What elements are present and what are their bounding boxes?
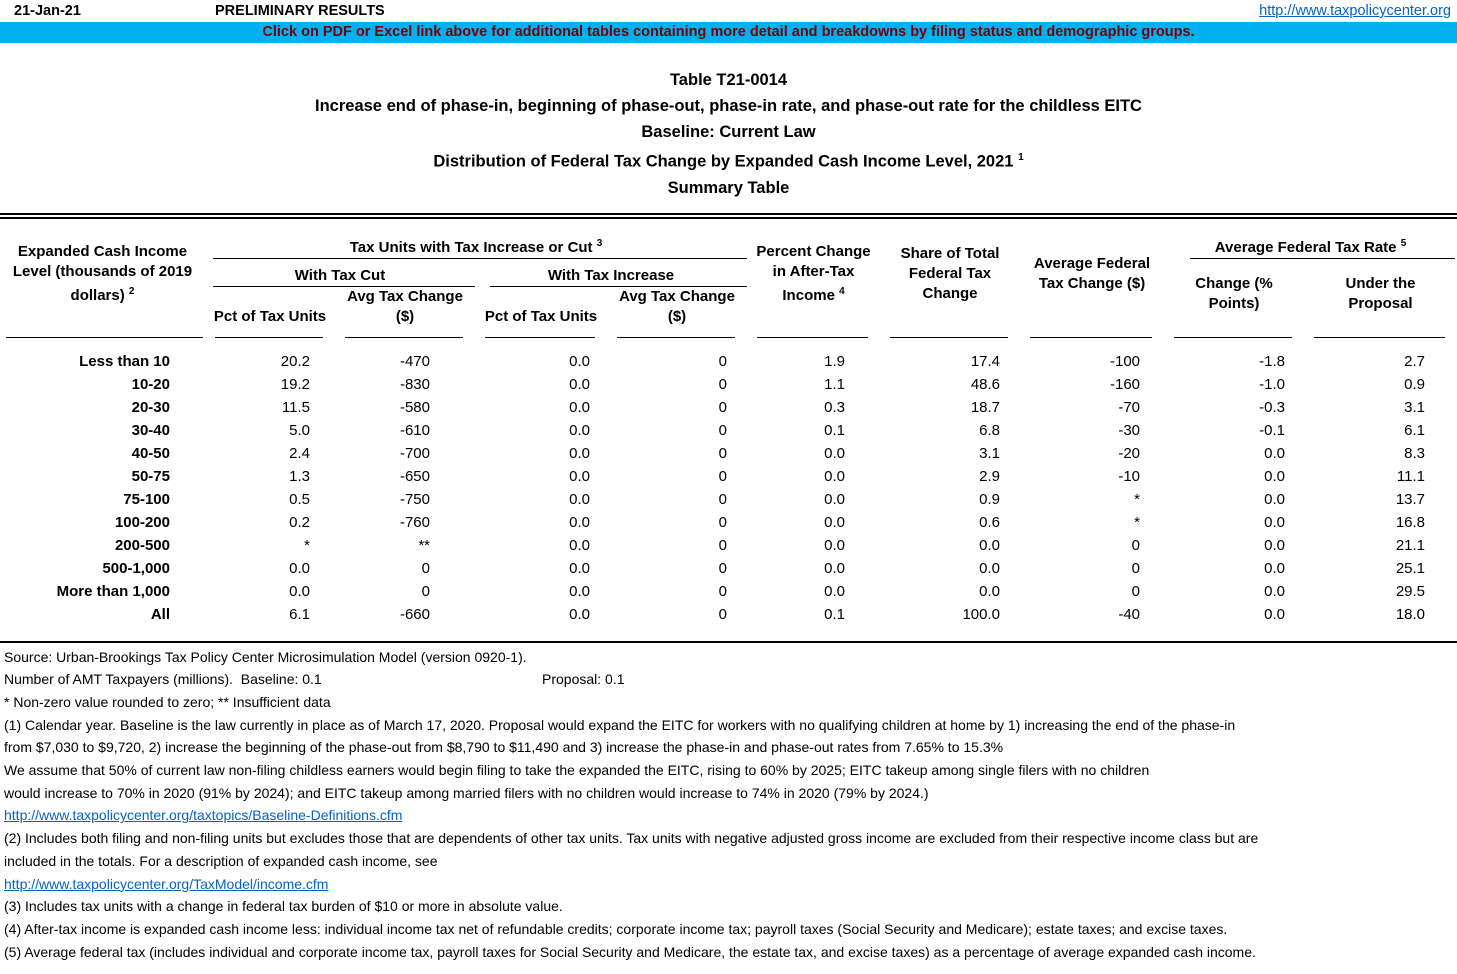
summary-table-section [0,213,1457,643]
value-cell: 48.6 [970,375,1001,393]
summary-table [0,219,1457,625]
note-1-line-4: would increase to 70% in 2020 (91% by 2024); and EITC takeup among married filers with no children would increase to 74% in 2020 (79% by 2024.) [4,784,929,801]
income-level-cell: Less than 10 [79,352,170,370]
value-cell: 0.9 [1404,375,1426,393]
value-cell: -0.3 [1259,398,1286,416]
value-cell: 6.1 [289,605,310,623]
income-level-cell: 50-75 [131,467,170,485]
value-cell: 0.0 [1264,605,1286,623]
value-cell: 0 [718,375,728,393]
value-cell: 0 [718,513,728,531]
value-cell: 21.1 [1395,536,1426,554]
value-cell: -760 [399,513,430,531]
value-cell: 0.0 [824,582,846,600]
value-cell: 0.0 [1264,536,1286,554]
value-cell: 0.0 [569,352,590,370]
col-group-with-tax-increase: With Tax Increase [475,259,747,287]
value-cell: 0.0 [569,398,590,416]
value-cell: 0 [718,582,728,600]
note-1-line-1: (1) Calendar year. Baseline is the law currently in place as of March 17, 2020. Proposal would expand the EITC for workers with no qualifying children at home by 1) increasing the end of the phase-in [4,716,1236,733]
value-cell: 3.1 [979,444,1001,462]
value-cell: 6.1 [1404,421,1426,439]
value-cell: -650 [399,467,430,485]
note-2-line-2: included in the totals. For a description of expanded cash income, see [4,852,438,869]
value-cell: -660 [399,605,430,623]
banner: Click on PDF or Excel link above for additional tables containing more detail and breakdowns by filing status and demographic groups. [0,22,1457,43]
value-cell: 19.2 [280,375,310,393]
value-cell: 0.1 [824,605,846,623]
value-cell: -70 [1118,398,1141,416]
value-cell: -830 [399,375,430,393]
note-5: (5) Average federal tax (includes individual and corporate income tax, payroll taxes for Social Security and Medicare, the estate tax, and excise taxes) as a percentage of average expanded cash income. [4,943,1256,960]
value-cell: 11.5 [281,398,310,416]
table-row [0,579,1457,602]
table-row [0,338,1457,372]
value-cell: 0.0 [979,536,1001,554]
value-cell: -750 [399,490,430,508]
table-number: Table T21-0014 [669,71,788,89]
value-cell: 5.0 [289,421,310,439]
table-row [0,441,1457,464]
value-cell: 0.0 [569,513,590,531]
value-cell: 0.0 [569,467,590,485]
value-cell: 0.0 [824,467,846,485]
value-cell: 0.9 [979,490,1001,508]
value-cell: 0 [718,398,728,416]
value-cell: 0.0 [569,444,590,462]
preliminary-results-label: PRELIMINARY RESULTS [215,3,385,19]
value-cell: 0.0 [824,513,846,531]
value-cell: 11.1 [1396,467,1426,485]
value-cell: -30 [1118,421,1141,439]
income-level-cell: 30-40 [131,421,170,439]
value-cell: -20 [1118,444,1141,462]
value-cell: 0.0 [824,444,846,462]
col-header-income-level: Expanded Cash Income Level (thousands of 2019 dollars) $^2$ [12,242,193,304]
value-cell: * [304,536,310,554]
distribution-title: Distribution of Federal Tax Change by Expanded Cash Income Level, 2021 $^1$ [433,152,1024,171]
value-cell: 1.9 [824,352,846,370]
value-cell: 0 [421,582,430,600]
table-row [0,418,1457,441]
value-cell: 29.5 [1395,582,1426,600]
note-1-line-3: We assume that 50% of current law non-filing childless earners would begin filing to take the expanded the EITC, rising to 60% by 2025; EITC takeup among single filers with no children [4,762,1150,779]
value-cell: -10 [1118,467,1141,485]
value-cell: 0.5 [289,490,310,508]
taxpolicycenter-link[interactable]: http://www.taxpolicycenter.org [1259,3,1451,19]
value-cell: 8.3 [1404,444,1426,462]
proposal-title: Increase end of phase-in, beginning of phase-out, phase-in rate, and phase-out rate for the childless EITC [315,97,1142,115]
income-definition-link[interactable]: http://www.taxpolicycenter.org/TaxModel/income.cfm [4,875,329,892]
note-2-line-1: (2) Includes both filing and non-filing units but excludes those that are dependents of other tax units. Tax units with negative adjusted gross income are excluded from their respective income class but are [4,830,1259,847]
income-level-cell: 75-100 [123,490,170,508]
table-row [0,487,1457,510]
value-cell: 0 [718,444,728,462]
value-cell: 0.0 [569,582,590,600]
value-cell: 1.1 [824,375,846,393]
value-cell: 17.4 [970,352,1001,370]
value-cell: 0.0 [1264,582,1286,600]
amt-taxpayers-note: Number of AMT Taxpayers (millions). Baseline: 0.1 Proposal: 0.1 [4,671,625,688]
value-cell: -0.1 [1259,421,1286,439]
value-cell: 0.6 [979,513,1001,531]
value-cell: 0 [718,490,728,508]
col-header-avg-federal-tax-change: Average Federal Tax Change ($) [1033,254,1151,292]
value-cell: -700 [399,444,430,462]
table-header [0,219,1457,338]
value-cell: 0.0 [824,490,846,508]
value-cell: 0 [718,421,728,439]
value-cell: 0.2 [289,513,310,531]
value-cell: 100.0 [962,605,1001,623]
col-header-pct-change-after-tax-income: Percent Change in After-Tax Income $^4$ [756,242,871,304]
col-header-change-points: Change (% Points) [1195,274,1273,312]
value-cell: 0 [718,605,728,623]
income-level-cell: 200-500 [114,536,170,554]
footnotes [0,646,1457,964]
col-group-with-tax-cut: With Tax Cut [205,259,475,287]
value-cell: 0.0 [824,536,846,554]
col-header-share-of-total: Share of Total Federal Tax Change [900,244,1000,302]
value-cell: 0.0 [1264,559,1286,577]
value-cell: -1.0 [1259,375,1286,393]
value-cell: 0.0 [569,605,590,623]
value-cell: 2.4 [289,444,310,462]
value-cell: 2.7 [1404,352,1426,370]
table-row [0,602,1457,625]
value-cell: 2.9 [979,467,1001,485]
value-cell: 0.0 [289,559,310,577]
value-cell: 1.3 [289,467,310,485]
col-group-avg-federal-tax-rate: Average Federal Tax Rate $^5$ [1164,219,1457,259]
note-4: (4) After-tax income is expanded cash income less: individual income tax net of refundable credits; corporate income tax; payroll taxes (Social Security and Medicare); estate taxes; and excise taxes. [4,920,1228,937]
value-cell: 0.0 [1264,467,1286,485]
value-cell: 0.0 [289,582,310,600]
value-cell: 3.1 [1404,398,1426,416]
value-cell: 0 [1131,559,1141,577]
value-cell: -160 [1109,375,1141,393]
value-cell: ** [418,536,430,554]
value-cell: 0.3 [824,398,846,416]
income-level-cell: All [150,605,170,623]
table-bottom-rule [0,641,1457,643]
value-cell: 0.1 [824,421,846,439]
value-cell: 0.0 [569,421,590,439]
title-block [0,67,1457,201]
value-cell: 13.7 [1395,490,1426,508]
value-cell: 0.0 [569,559,590,577]
value-cell: 18.0 [1395,605,1426,623]
income-level-cell: 500-1,000 [102,559,170,577]
table-row [0,556,1457,579]
value-cell: 0.0 [824,559,846,577]
income-level-cell: 40-50 [131,444,170,462]
value-cell: -470 [399,352,430,370]
value-cell: -580 [399,398,430,416]
value-cell: 0 [718,559,728,577]
col-header-pct-tax-units-increase: Pct of Tax Units [484,307,598,325]
table-row [0,372,1457,395]
baseline-definitions-link[interactable]: http://www.taxpolicycenter.org/taxtopics/Baseline-Definitions.cfm [4,807,403,824]
income-level-cell: 10-20 [131,375,170,393]
value-cell: 0.0 [1264,513,1286,531]
summary-table-title: Summary Table [667,178,790,197]
value-cell: 20.2 [280,352,310,370]
table-row [0,464,1457,487]
income-level-cell: 20-30 [131,398,170,416]
value-cell: 0 [718,467,728,485]
col-header-pct-tax-units-cut: Pct of Tax Units [213,307,327,325]
value-cell: 0 [421,559,430,577]
value-cell: 0.0 [569,536,590,554]
value-cell: 0 [1131,582,1141,600]
table-row [0,510,1457,533]
value-cell: -40 [1118,605,1141,623]
value-cell: 0 [1131,536,1141,554]
top-bar [0,0,1457,22]
col-header-avg-tax-change-cut: Avg Tax Change ($) [347,287,463,325]
value-cell: * [1134,513,1141,531]
source-note: Source: Urban-Brookings Tax Policy Center Microsimulation Model (version 0920-1). [4,648,527,665]
col-group-tax-units: Tax Units with Tax Increase or Cut $^3$ [205,219,747,259]
col-header-under-proposal: Under the Proposal [1345,274,1416,312]
col-header-avg-tax-change-increase: Avg Tax Change ($) [619,287,735,325]
report-date: 21-Jan-21 [14,3,81,19]
table-row [0,533,1457,556]
value-cell: -100 [1109,352,1141,370]
value-cell: 0.0 [569,490,590,508]
value-cell: -610 [399,421,430,439]
value-cell: 0.0 [569,375,590,393]
asterisk-note: * Non-zero value rounded to zero; ** Insufficient data [4,693,331,710]
value-cell: 0.0 [1264,444,1286,462]
table-body [0,338,1457,625]
value-cell: * [1134,490,1141,508]
value-cell: 6.8 [979,421,1001,439]
table-row [0,395,1457,418]
value-cell: 25.1 [1395,559,1426,577]
value-cell: 16.8 [1395,513,1426,531]
value-cell: 0.0 [979,582,1001,600]
value-cell: 18.7 [970,398,1001,416]
note-3: (3) Includes tax units with a change in federal tax burden of $10 or more in absolute value. [4,898,563,915]
header-underline-row [0,329,1457,338]
income-level-cell: More than 1,000 [56,582,170,600]
income-level-cell: 100-200 [114,513,170,531]
value-cell: -1.8 [1259,352,1286,370]
value-cell: 0.0 [1264,490,1286,508]
baseline-title: Baseline: Current Law [641,123,816,141]
note-1-line-2: from $7,030 to $9,720, 2) increase the beginning of the phase-out from $8,790 to $11,490 and 3) increase the phase-in and phase-out rates from 7.65% to 15.3% [4,739,1004,756]
value-cell: 0 [718,352,728,370]
value-cell: 0 [718,536,728,554]
value-cell: 0.0 [979,559,1001,577]
